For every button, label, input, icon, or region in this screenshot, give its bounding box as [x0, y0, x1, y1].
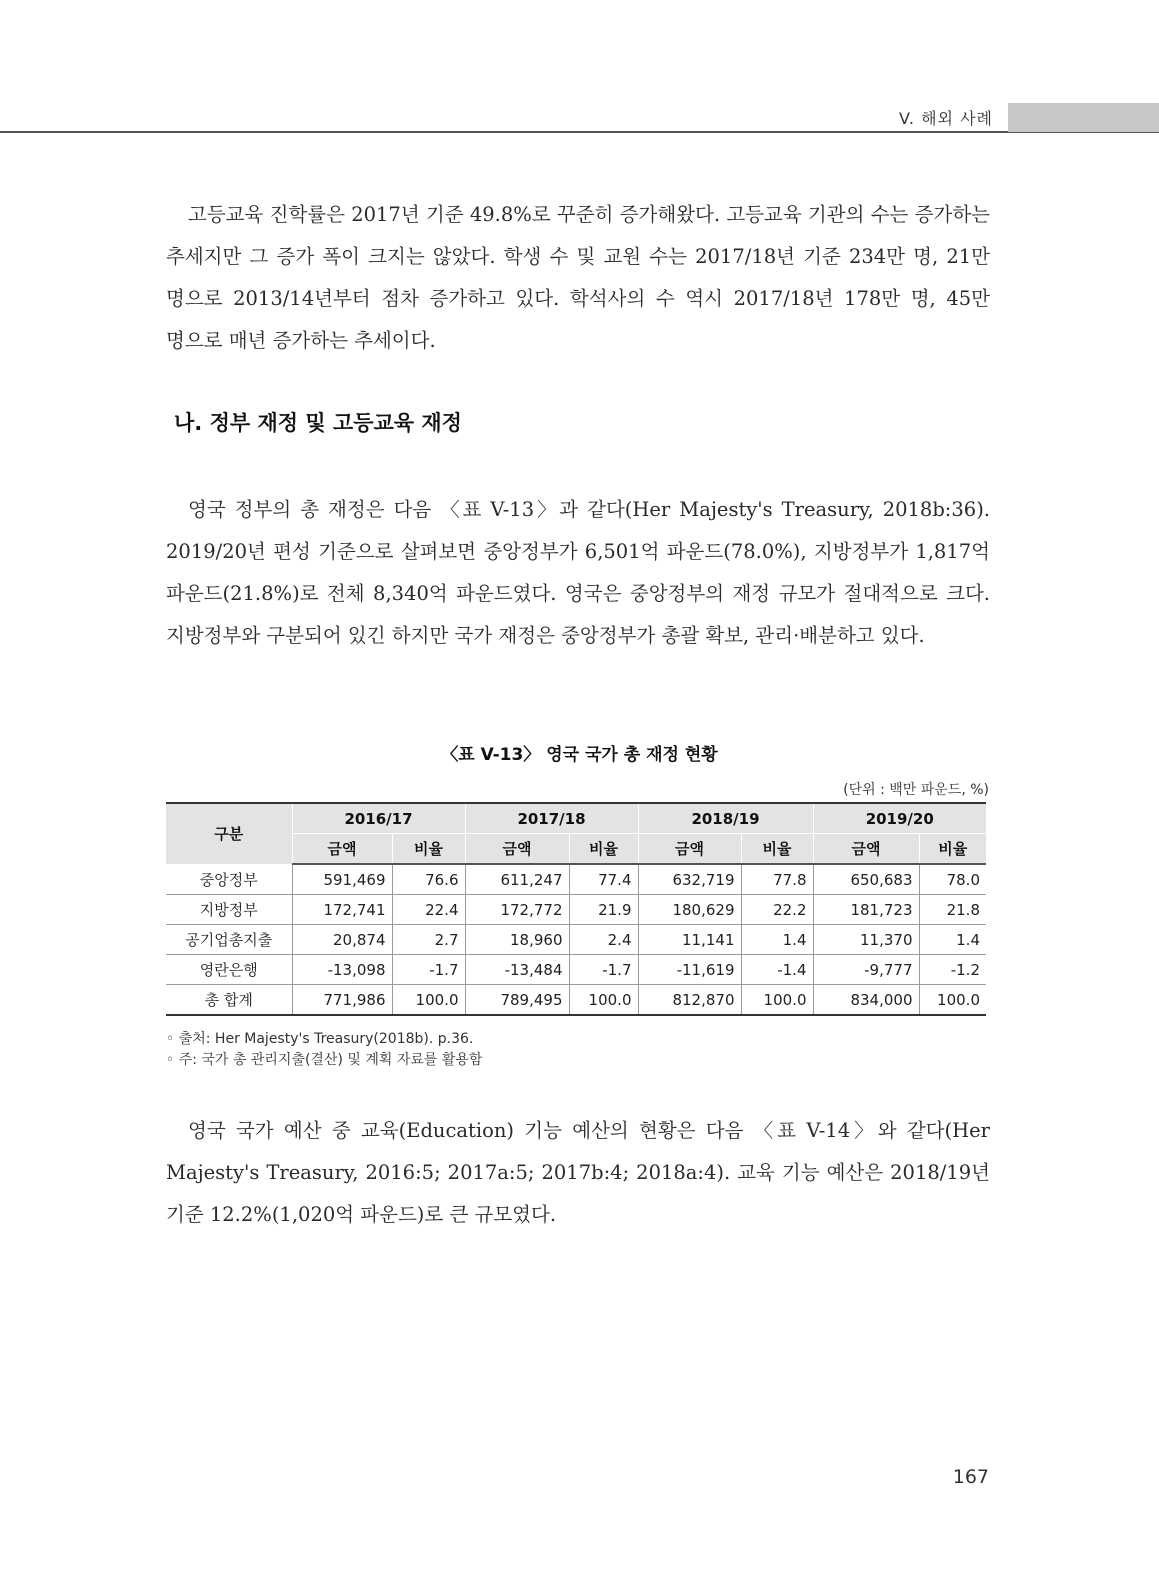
table-cell: -1.4	[741, 955, 813, 985]
row-label: 지방정부	[166, 895, 292, 925]
table-cell: -1.2	[919, 955, 986, 985]
table-cell: 77.4	[569, 864, 638, 895]
table-cell: 789,495	[465, 985, 569, 1016]
table-cell: 1.4	[741, 925, 813, 955]
table-row	[166, 925, 986, 955]
table-cell: 650,683	[813, 864, 919, 895]
table-cell: 100.0	[741, 985, 813, 1016]
table-cell: 181,723	[813, 895, 919, 925]
header-rule	[0, 131, 1159, 133]
table-cell: -13,484	[465, 955, 569, 985]
table-cell: -13,098	[292, 955, 392, 985]
paragraph-text: 영국 정부의 총 재정은 다음 〈표 V-13〉과 같다(Her Majesty's Treasury, 2018b:36). 2019/20년 편성 기준으로 살펴보면 중앙정부가 6,501억 파운드(78.0%), 지방정부가 1,817억 파운드(21.8%)로 전체 8,340억 파운드였다. 영국은 중앙정부의 재정 규모가 절대적으로 크다. 지방정부와 구분되어 있긴 하지만 국가 재정은 중앙정부가 총괄 확보, 관리·배분하고 있다.	[166, 498, 990, 647]
paragraph-enrollment	[166, 194, 990, 362]
table-cell: 22.4	[392, 895, 465, 925]
table-header-year: 2017/18	[465, 803, 638, 834]
table-cell: 172,772	[465, 895, 569, 925]
table-cell: 611,247	[465, 864, 569, 895]
table-cell: 11,370	[813, 925, 919, 955]
table-cell: 11,141	[638, 925, 741, 955]
paragraph-education-budget	[166, 1110, 990, 1236]
table-cell: 18,960	[465, 925, 569, 955]
header-gray-tab	[1008, 103, 1159, 132]
table-cell: 22.2	[741, 895, 813, 925]
paragraph-total-finance	[166, 489, 990, 657]
table-row	[166, 864, 986, 895]
row-label: 영란은행	[166, 955, 292, 985]
table-subheader-amount: 금액	[813, 834, 919, 865]
table-remark-note: ◦ 주: 국가 총 관리지출(결산) 및 계획 자료를 활용함	[166, 1052, 483, 1068]
table-cell: 100.0	[392, 985, 465, 1016]
table-notes	[166, 1029, 482, 1071]
table-cell: 21.9	[569, 895, 638, 925]
table-cell: 180,629	[638, 895, 741, 925]
table-source-note: ◦ 출처: Her Majesty's Treasury(2018b). p.36.	[166, 1031, 474, 1047]
table-subheader-ratio: 비율	[919, 834, 986, 865]
finance-table	[166, 802, 986, 1016]
row-label: 총 합계	[166, 985, 292, 1016]
paragraph-text: 고등교육 진학률은 2017년 기준 49.8%로 꾸준히 증가해왔다. 고등교육 기관의 수는 증가하는 추세지만 그 증가 폭이 크지는 않았다. 학생 수 및 교원 수는 2017/18년 기준 234만 명, 21만 명으로 2013/14년부터 점차 증가하고 있다. 학석사의 수 역시 2017/18년 178만 명, 45만 명으로 매년 증가하는 추세이다.	[166, 203, 990, 352]
table-subheader-amount: 금액	[292, 834, 392, 865]
table-subheader-amount: 금액	[465, 834, 569, 865]
table-cell: 591,469	[292, 864, 392, 895]
table-header-category: 구분	[166, 803, 292, 864]
table-cell: -1.7	[569, 955, 638, 985]
table-unit: (단위 : 백만 파운드, %)	[843, 782, 989, 798]
page-number: 167	[952, 1466, 989, 1488]
table-cell: 632,719	[638, 864, 741, 895]
table-cell: 771,986	[292, 985, 392, 1016]
table-subheader-ratio: 비율	[392, 834, 465, 865]
table-subheader-ratio: 비율	[741, 834, 813, 865]
table-cell: -1.7	[392, 955, 465, 985]
table-cell: -11,619	[638, 955, 741, 985]
table-subheader-ratio: 비율	[569, 834, 638, 865]
row-label: 공기업총지출	[166, 925, 292, 955]
running-header: V. 해외 사례	[899, 109, 993, 128]
table-header-year: 2018/19	[638, 803, 813, 834]
table-cell: 76.6	[392, 864, 465, 895]
row-label: 중앙정부	[166, 864, 292, 895]
table-title: 〈표 V-13〉 영국 국가 총 재정 현황	[441, 745, 718, 765]
table-cell: 20,874	[292, 925, 392, 955]
section-heading: 나. 정부 재정 및 고등교육 재정	[174, 411, 462, 435]
table-header-year: 2016/17	[292, 803, 465, 834]
table-cell: 834,000	[813, 985, 919, 1016]
table-cell: 100.0	[919, 985, 986, 1016]
table-header-year: 2019/20	[813, 803, 986, 834]
table-row	[166, 955, 986, 985]
table-cell: 1.4	[919, 925, 986, 955]
table-cell: 172,741	[292, 895, 392, 925]
table-row-total	[166, 985, 986, 1016]
table-cell: 2.4	[569, 925, 638, 955]
table-cell: 812,870	[638, 985, 741, 1016]
table-subheader-amount: 금액	[638, 834, 741, 865]
table-cell: 100.0	[569, 985, 638, 1016]
table-cell: -9,777	[813, 955, 919, 985]
table-cell: 78.0	[919, 864, 986, 895]
table-cell: 21.8	[919, 895, 986, 925]
table-row	[166, 895, 986, 925]
table-cell: 77.8	[741, 864, 813, 895]
paragraph-text: 영국 국가 예산 중 교육(Education) 기능 예산의 현황은 다음 〈표 V-14〉와 같다(Her Majesty's Treasury, 2016:5; 2017a:5; 2017b:4; 2018a:4). 교육 기능 예산은 2018/19년 기준 12.2%(1,020억 파운드)로 큰 규모였다.	[166, 1119, 990, 1226]
table-cell: 2.7	[392, 925, 465, 955]
